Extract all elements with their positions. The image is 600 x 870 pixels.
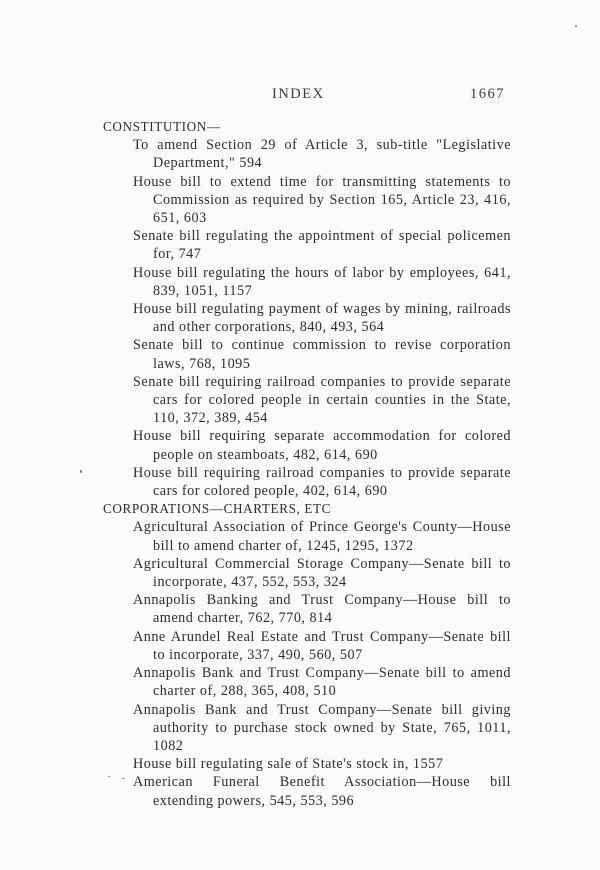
index-content	[103, 118, 511, 810]
scan-speck	[80, 470, 82, 473]
section-heading-corporations: CORPORATIONS—CHARTERS, ETC	[103, 501, 332, 517]
index-entry: Annapolis Bank and Trust Company—Senate bill giving authority to purchase stock owned by State, 765, 1011, 1082	[133, 701, 511, 754]
scan-speck	[122, 778, 125, 779]
index-entry: Agricultural Commercial Storage Company—Senate bill to incorporate, 437, 552, 553, 324	[133, 555, 511, 591]
index-entry: House bill requiring railroad companies to provide separate cars for colored people, 402, 614, 690	[133, 464, 511, 500]
index-entry: House bill regulating sale of State's stock in, 1557	[133, 756, 444, 773]
index-entry: Senate bill requiring railroad companies to provide separate cars for colored people in certain counties in the State, 110, 372, 389, 454	[133, 373, 511, 427]
index-entry: American Funeral Benefit Association—House bill extending powers, 545, 553, 596	[133, 774, 511, 809]
scan-speck	[108, 776, 110, 777]
index-entry: To amend Section 29 of Article 3, sub-title "Legislative Department," 594	[133, 137, 511, 172]
index-entry: Annapolis Banking and Trust Company—House bill to amend charter, 762, 770, 814	[133, 592, 511, 627]
index-entry: House bill requiring separate accommodation for colored people on steamboats, 482, 614, 690	[133, 428, 511, 463]
index-entry: Annapolis Bank and Trust Company—Senate bill to amend charter of, 288, 365, 408, 510	[133, 665, 511, 700]
index-entry: Anne Arundel Real Estate and Trust Company—Senate bill to incorporate, 337, 490, 560, 507	[133, 628, 511, 663]
index-entry: House bill to extend time for transmitting statements to Commission as required by Section 165, Article 23, 416, 651, 603	[133, 173, 511, 227]
section-heading-constitution: CONSTITUTION—	[103, 119, 221, 134]
index-entry: House bill regulating the hours of labor by employees, 641, 839, 1051, 1157	[133, 264, 511, 299]
index-entry: House bill regulating payment of wages by mining, railroads and other corporations, 840, 493, 564	[133, 301, 511, 336]
index-entry: Senate bill to continue commission to revise corporation laws, 768, 1095	[133, 337, 511, 372]
page-title: INDEX	[272, 86, 325, 102]
page-number: 1667	[470, 86, 505, 102]
index-entry: Senate bill regulating the appointment of special policemen for, 747	[133, 228, 511, 263]
index-entry: Agricultural Association of Prince George's County—House bill to amend charter of, 1245, 1295, 1372	[133, 519, 511, 554]
page-header	[0, 86, 600, 108]
scan-speck	[575, 25, 577, 27]
